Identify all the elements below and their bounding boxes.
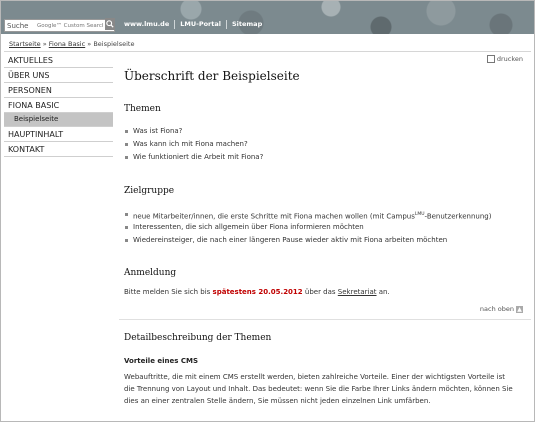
section-heading-themen: Themen — [124, 104, 161, 114]
list-item: Was ist Fiona? — [124, 125, 263, 138]
top-link-lmu[interactable]: www.lmu.de — [124, 20, 170, 28]
sidebar-navigation — [4, 53, 113, 157]
breadcrumb-current: Beispielseite — [93, 40, 135, 48]
list-item — [124, 208, 491, 221]
anmeldung-text — [124, 288, 390, 296]
sidebar-item-fiona-basic[interactable]: FIONA BASIC — [4, 98, 113, 113]
list-item-text: -Benutzerkennung) — [424, 212, 492, 221]
themen-list — [124, 125, 263, 164]
subheading-vorteile: Vorteile eines CMS — [124, 357, 198, 365]
text: an. — [376, 288, 390, 296]
search-input[interactable] — [37, 21, 103, 30]
breadcrumb — [9, 40, 134, 48]
page-title: Überschrift der Beispielseite — [124, 69, 300, 83]
site-header — [1, 1, 534, 34]
top-link-sitemap[interactable]: Sitemap — [226, 20, 267, 29]
sidebar-item-hauptinhalt[interactable]: HAUPTINHALT — [4, 127, 113, 142]
deadline-highlight: spätestens 20.05.2012 — [212, 288, 303, 296]
zielgruppe-list — [124, 208, 491, 247]
list-item: Interessenten, die sich allgemein über Fiona informieren möchten — [124, 221, 491, 234]
breadcrumb-separator: » — [42, 40, 47, 48]
search-icon — [106, 20, 114, 28]
sidebar-item-kontakt[interactable]: KONTAKT — [4, 142, 113, 157]
section-divider — [119, 319, 531, 320]
text: über das — [302, 288, 338, 296]
list-item: Wie funktioniert die Arbeit mit Fiona? — [124, 151, 263, 164]
list-item-text: neue Mitarbeiter/innen, die erste Schritte mit Fiona machen wollen (mit Campus — [133, 212, 415, 221]
section-heading-zielgruppe: Zielgruppe — [124, 186, 175, 196]
section-heading-anmeldung: Anmeldung — [124, 268, 177, 278]
back-to-top-link[interactable] — [480, 305, 523, 313]
sekretariat-link[interactable]: Sekretariat — [337, 288, 377, 296]
breadcrumb-separator: » — [87, 40, 92, 48]
breadcrumb-divider — [4, 51, 531, 52]
search-button[interactable] — [105, 18, 115, 30]
back-to-top-label: nach oben — [479, 305, 514, 313]
sidebar-item-aktuelles[interactable]: AKTUELLES — [4, 53, 113, 68]
section-heading-detail: Detailbeschreibung der Themen — [124, 333, 272, 343]
sidebar-item-beispielseite[interactable]: Beispielseite — [4, 113, 113, 127]
print-label: drucken — [496, 55, 523, 63]
superscript-lmu: LMU — [414, 212, 425, 217]
list-item: Wiedereinsteiger, die nach einer längeren Pause wieder aktiv mit Fiona arbeiten möchten — [124, 234, 491, 247]
sidebar-item-personen[interactable]: PERSONEN — [4, 83, 113, 98]
breadcrumb-startseite[interactable]: Startseite — [9, 40, 41, 48]
text: Bitte melden Sie sich bis — [124, 288, 213, 296]
breadcrumb-fiona-basic[interactable]: Fiona Basic — [48, 40, 86, 48]
top-link-portal[interactable]: LMU-Portal — [174, 20, 226, 29]
sidebar-item-ueber-uns[interactable]: ÜBER UNS — [4, 68, 113, 83]
main-content — [124, 61, 524, 411]
search-label: Suche — [7, 21, 29, 30]
top-navigation — [119, 20, 267, 29]
list-item: Was kann ich mit Fiona machen? — [124, 138, 263, 151]
arrow-up-icon: ▲ — [517, 305, 522, 313]
search-box — [4, 19, 115, 32]
detail-paragraph: Webauftritte, die mit einem CMS erstellt werden, bieten zahlreiche Vorteile. Einer der wichtigsten Vorteile ist die Trennung von Layout und Inhalt. Das bedeutet: wenn Sie die Farbe Ihrer Links ändern möchten, können Sie dies an einer zentralen Stelle ändern, Sie müssen nicht jeden einzelnen Link umfärben. — [124, 373, 513, 405]
